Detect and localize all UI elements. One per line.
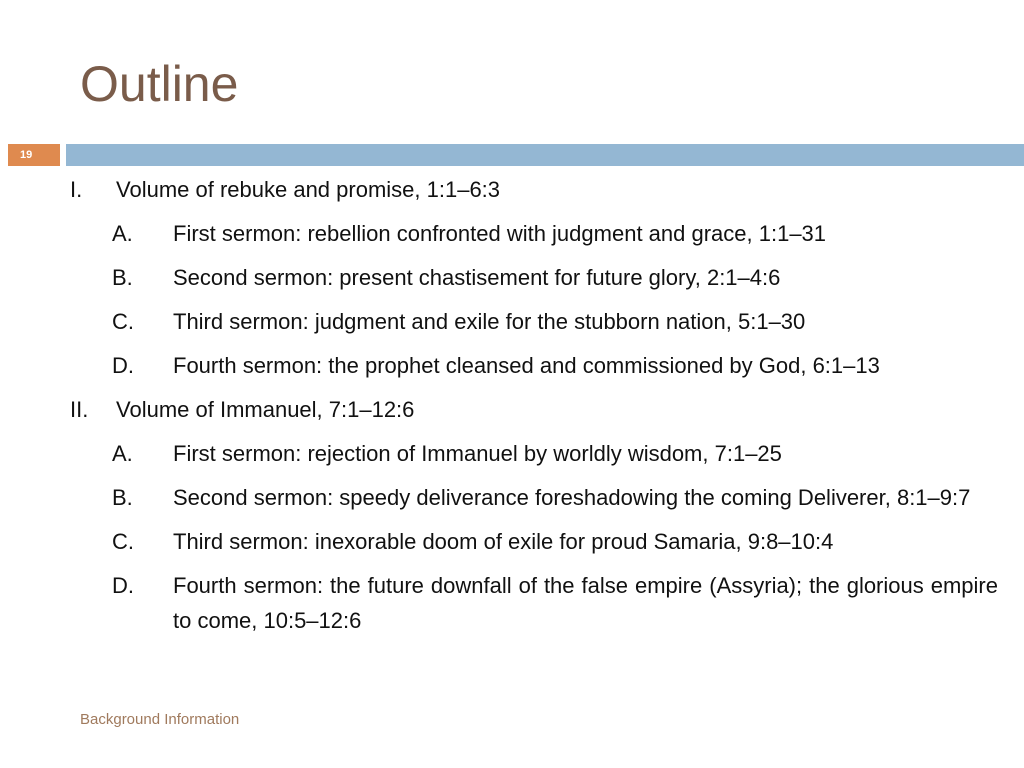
outline-item — [66, 216, 998, 251]
outline-item-text: Second sermon: present chastisement for future glory, 2:1–4:6 — [173, 265, 781, 290]
outline-section-text: Volume of rebuke and promise, 1:1–6:3 — [116, 177, 501, 202]
outline-marker: C. — [112, 529, 134, 554]
header-bar — [0, 142, 1024, 168]
outline-item-text: Second sermon: speedy deliverance foreshadowing the coming Deliverer, 8:1–9:7 — [173, 485, 971, 510]
outline-marker: A. — [112, 441, 133, 466]
outline-item — [66, 480, 998, 515]
outline-marker: D. — [112, 353, 134, 378]
outline-item-text: Fourth sermon: the prophet cleansed and commissioned by God, 6:1–13 — [173, 353, 880, 378]
outline-item — [66, 568, 998, 638]
outline-item-text: First sermon: rebellion confronted with judgment and grace, 1:1–31 — [173, 221, 827, 246]
outline-item-text: Third sermon: inexorable doom of exile for proud Samaria, 9:8–10:4 — [173, 529, 834, 554]
footer-text: Background Information — [80, 711, 240, 728]
outline-marker: B. — [112, 265, 133, 290]
outline-item — [66, 524, 998, 559]
outline-marker: C. — [112, 309, 134, 334]
outline-marker: II. — [70, 397, 89, 422]
accent-bar — [66, 144, 1024, 166]
outline-item — [66, 260, 998, 295]
outline-item-text: Third sermon: judgment and exile for the stubborn nation, 5:1–30 — [173, 309, 806, 334]
outline-marker: D. — [112, 573, 134, 598]
outline-section-2 — [66, 392, 998, 427]
slide-number-area — [0, 142, 60, 168]
outline-marker: A. — [112, 221, 133, 246]
outline-item-text: Fourth sermon: the future downfall of the false empire (Assyria); the glorious empire to come, 10:5–12:6 — [173, 573, 998, 633]
outline-marker: I. — [70, 177, 83, 202]
outline-item — [66, 436, 998, 471]
slide-number-badge: 19 — [8, 144, 60, 166]
outline-section-text: Volume of Immanuel, 7:1–12:6 — [116, 397, 415, 422]
outline-item-text: First sermon: rejection of Immanuel by worldly wisdom, 7:1–25 — [173, 441, 782, 466]
outline-item — [66, 304, 998, 339]
outline-list — [66, 172, 998, 647]
outline-item — [66, 348, 998, 383]
slide-title: Outline — [80, 56, 239, 112]
outline-section-1 — [66, 172, 998, 207]
outline-marker: B. — [112, 485, 133, 510]
